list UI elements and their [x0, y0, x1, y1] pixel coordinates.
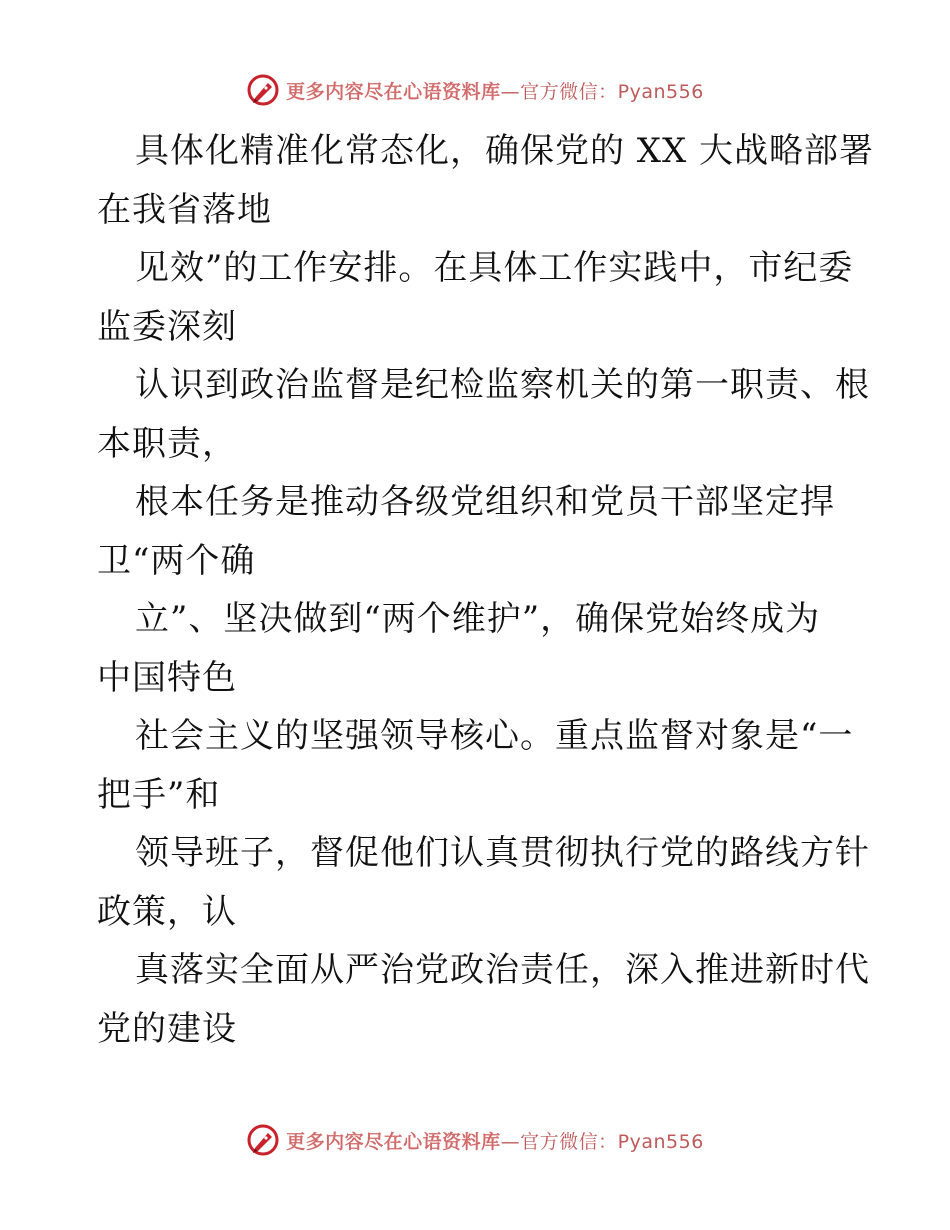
paragraph-line: 党的建设 — [97, 1008, 237, 1049]
header-banner — [0, 70, 950, 110]
banner-text — [286, 77, 704, 104]
footer-banner — [0, 1120, 950, 1160]
paragraph-line: 把手”和 — [97, 774, 221, 815]
paragraph-line: 政策，认 — [97, 891, 237, 932]
banner-title: 更多内容尽在心语资料库 — [286, 1130, 501, 1153]
paragraph — [97, 473, 857, 590]
paragraph-line: 见效”的工作安排。在具体工作实践中，市纪委 — [135, 248, 854, 288]
paragraph-line: 立”、坚决做到“两个维护”，确保党始终成为 — [135, 599, 821, 639]
paragraph-line: 监委深刻 — [97, 306, 237, 347]
paragraph-line: 在我省落地 — [97, 189, 272, 230]
paragraph-line: 本职责， — [97, 423, 237, 464]
banner-wechat: 官方微信：Pyan556 — [520, 80, 704, 103]
pen-nib-logo-icon — [246, 1123, 280, 1157]
paragraph-line: 社会主义的坚强领导核心。重点监督对象是“一 — [135, 716, 854, 756]
banner-separator: — — [500, 80, 521, 103]
paragraph-line: 具体化精准化常态化，确保党的 XX 大战略部署 — [135, 131, 875, 171]
paragraph-line: 中国特色 — [97, 657, 237, 698]
paragraph — [97, 824, 870, 941]
banner-wechat: 官方微信：Pyan556 — [520, 1130, 704, 1153]
banner-title: 更多内容尽在心语资料库 — [286, 80, 501, 103]
pen-nib-logo-icon — [246, 73, 280, 107]
paragraph-line: 真落实全面从严治党政治责任，深入推进新时代 — [135, 950, 870, 990]
document-body — [97, 122, 875, 1058]
paragraph-line: 根本任务是推动各级党组织和党员干部坚定捍 — [135, 482, 835, 522]
paragraph — [97, 356, 870, 473]
banner-separator: — — [500, 1130, 521, 1153]
banner-text — [286, 1127, 704, 1154]
paragraph-line: 认识到政治监督是纪检监察机关的第一职责、根 — [135, 365, 870, 405]
paragraph-line: 领导班子，督促他们认真贯彻执行党的路线方针 — [135, 833, 870, 873]
paragraph — [97, 239, 857, 356]
paragraph — [97, 707, 857, 824]
paragraph — [97, 590, 857, 707]
paragraph — [97, 122, 875, 239]
paragraph — [97, 941, 870, 1058]
paragraph-line: 卫“两个确 — [97, 540, 256, 581]
